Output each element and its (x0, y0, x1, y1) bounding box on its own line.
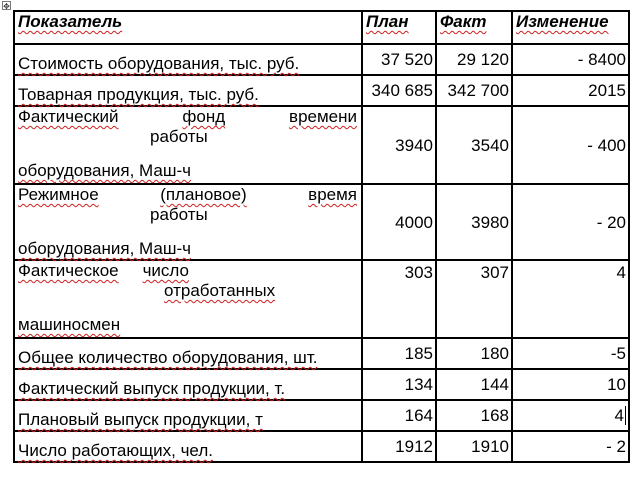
cell-plan[interactable]: 340 685 (362, 75, 436, 106)
cell-plan[interactable]: 4000 (362, 184, 436, 260)
table-row (14, 106, 629, 184)
row-label-planned-output[interactable]: Плановый выпуск продукции, т (14, 400, 362, 431)
cell-change[interactable]: - 8400 (512, 44, 629, 75)
cell-fact[interactable]: 1910 (436, 431, 512, 462)
table-row (14, 75, 629, 106)
header-fact[interactable]: Факт (436, 11, 512, 44)
row-label-actual-time-fund[interactable]: Фактический фонд времени работы оборудования, Маш-ч (14, 106, 362, 184)
cell-change[interactable]: - 2 (512, 431, 629, 462)
cell-fact[interactable]: 144 (436, 369, 512, 400)
cell-plan[interactable]: 185 (362, 338, 436, 369)
cell-plan[interactable]: 134 (362, 369, 436, 400)
cell-change[interactable]: - 400 (512, 106, 629, 184)
cell-fact[interactable]: 3980 (436, 184, 512, 260)
cell-fact[interactable]: 307 (436, 260, 512, 338)
row-label-machine-shifts[interactable]: Фактическое число отработанных машиносмен (14, 260, 362, 338)
cell-plan[interactable]: 303 (362, 260, 436, 338)
cell-plan[interactable]: 37 520 (362, 44, 436, 75)
cell-change[interactable]: 2015 (512, 75, 629, 106)
table-header-row (14, 11, 629, 44)
cell-fact[interactable]: 29 120 (436, 44, 512, 75)
table-move-handle-icon[interactable]: ✥ (3, 2, 10, 11)
table-row (14, 431, 629, 462)
text-cursor: 4 (614, 405, 624, 425)
cell-change[interactable]: -5 (512, 338, 629, 369)
cell-change[interactable]: 4 (512, 260, 629, 338)
indicators-table (13, 10, 630, 463)
cell-fact[interactable]: 3540 (436, 106, 512, 184)
header-plan[interactable]: План (362, 11, 436, 44)
header-indicator[interactable]: Показатель (14, 11, 362, 44)
cell-fact[interactable]: 168 (436, 400, 512, 431)
row-label-actual-output[interactable]: Фактический выпуск продукции, т. (14, 369, 362, 400)
cell-change[interactable]: - 20 (512, 184, 629, 260)
table-row (14, 184, 629, 260)
cell-fact[interactable]: 180 (436, 338, 512, 369)
cell-fact[interactable]: 342 700 (436, 75, 512, 106)
cell-plan[interactable]: 1912 (362, 431, 436, 462)
header-change[interactable]: Изменение (512, 11, 629, 44)
table-row (14, 260, 629, 338)
cell-plan[interactable]: 164 (362, 400, 436, 431)
row-label-planned-time[interactable]: Режимное (плановое) время работы оборудования, Маш-ч (14, 184, 362, 260)
row-label-equipment-cost[interactable]: Стоимость оборудования, тыс. руб. (14, 44, 362, 75)
row-label-employees[interactable]: Число работающих, чел. (14, 431, 362, 462)
row-label-equipment-count[interactable]: Общее количество оборудования, шт. (14, 338, 362, 369)
table-row (14, 338, 629, 369)
cell-change[interactable]: 10 (512, 369, 629, 400)
table-row (14, 400, 629, 431)
row-label-commodity-output[interactable]: Товарная продукция, тыс. руб. (14, 75, 362, 106)
table-row (14, 44, 629, 75)
table-row (14, 369, 629, 400)
cell-plan[interactable]: 3940 (362, 106, 436, 184)
cell-change[interactable] (512, 400, 629, 431)
